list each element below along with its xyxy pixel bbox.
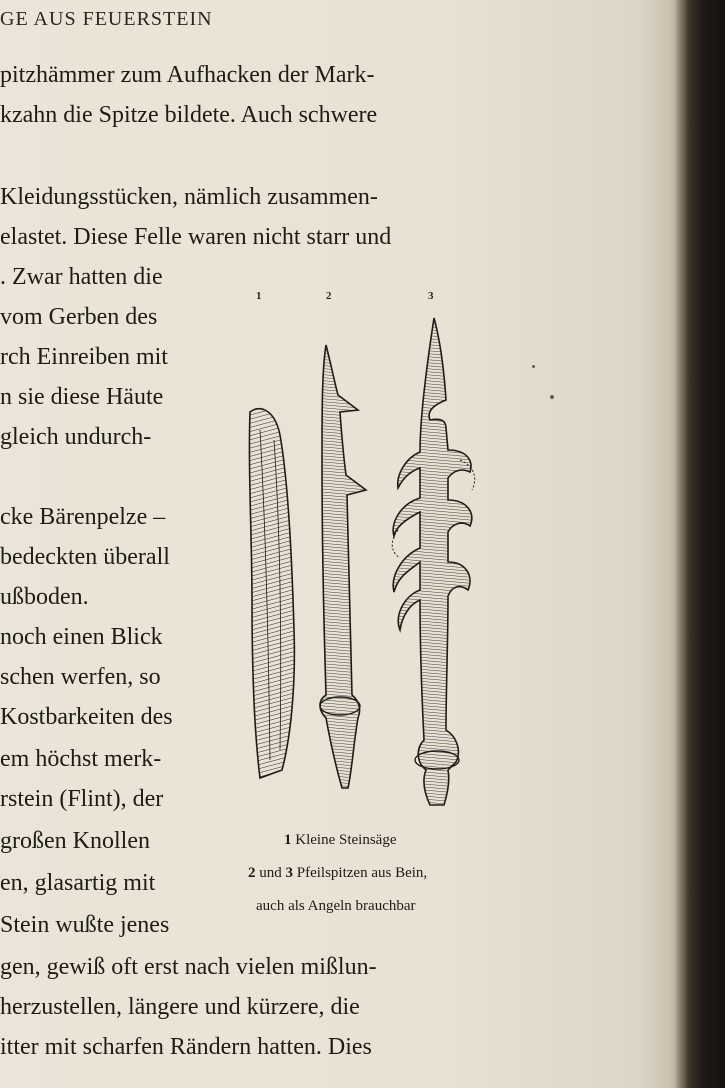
text-line: . Zwar hatten die [0,264,163,290]
text-line: vom Gerben des [0,304,158,330]
running-header: GE AUS FEUERSTEIN [0,8,213,30]
figure-caption-line-3: auch als Angeln brauchbar [256,898,416,914]
text-line: rch Einreiben mit [0,344,168,370]
text-line: Kostbarkeiten des [0,704,173,730]
figure-label-2: 2 [326,290,332,302]
text-line: elastet. Diese Felle waren nicht starr und [0,224,392,250]
text-line: noch einen Blick [0,624,163,650]
text-line: herzustellen, längere und kürzere, die [0,994,360,1020]
text-line: en, glasartig mit [0,870,156,896]
text-line: gleich undurch- [0,424,152,450]
figure-caption-line-1 [284,832,396,849]
figure-label-1: 1 [256,290,262,302]
caption-text-2: Pfeilspitzen aus Bein, [296,865,428,881]
caption-number-3: 3 [285,865,293,881]
caption-number-1: 1 [284,832,292,848]
arrow-point-3-drawing [392,318,474,805]
figure-caption-line-2 [248,865,427,882]
text-line: bedeckten überall [0,544,170,570]
text-line: em höchst merk- [0,746,162,772]
bone-tools-illustration [230,300,490,820]
text-line: Kleidungsstücken, nämlich zusammen- [0,184,378,210]
text-line: rstein (Flint), der [0,786,164,812]
paper-speck [532,365,535,368]
figure-label-3: 3 [428,290,434,302]
caption-text-1: Kleine Steinsäge [295,832,397,848]
stone-saw-drawing [249,409,294,778]
paper-speck [550,395,554,399]
text-line: Stein wußte jenes [0,912,170,938]
text-line: ußboden. [0,584,89,610]
text-line: cke Bärenpelze – [0,504,166,530]
text-line: schen werfen, so [0,664,161,690]
text-line: kzahn die Spitze bildete. Auch schwere [0,102,378,128]
dark-background-band [690,0,725,1088]
text-line: itter mit scharfen Rändern hatten. Dies [0,1034,372,1060]
caption-number-2: 2 [248,865,256,881]
text-line: n sie diese Häute [0,384,164,410]
text-line: großen Knollen [0,828,150,854]
arrow-point-2-drawing [320,345,366,788]
text-line: pitzhämmer zum Aufhacken der Mark- [0,62,375,88]
caption-and: und [259,865,282,881]
text-line: gen, gewiß oft erst nach vielen mißlun- [0,954,377,980]
